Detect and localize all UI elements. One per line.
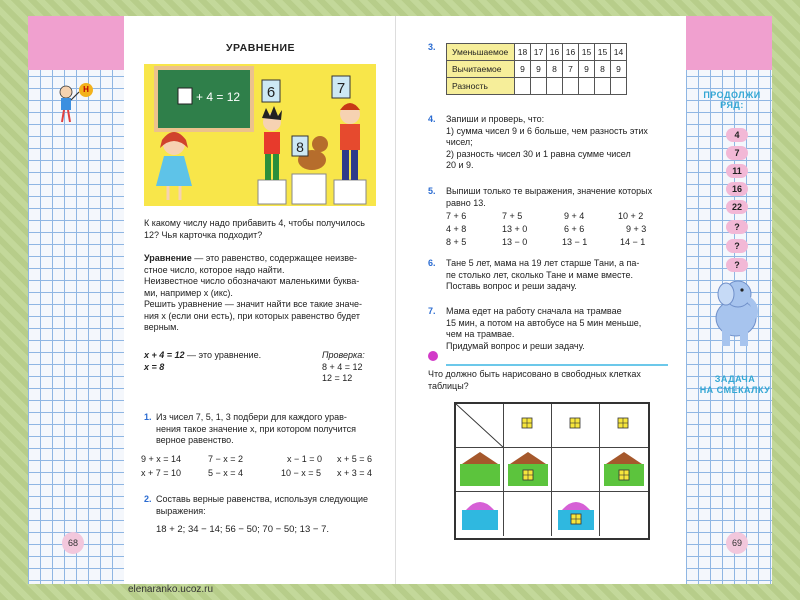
grid-cell-green-house-window [504, 448, 552, 492]
task-5: 5. Выпиши только те выражения, значение которых равно 13. [428, 186, 653, 208]
grid-cell-pink-house-window [552, 492, 600, 536]
grid-cell-empty [600, 492, 648, 536]
continue-series-title: ПРОДОЛЖИ РЯД: [703, 90, 761, 110]
puzzle-grid [454, 402, 650, 540]
page-number-right: 69 [726, 532, 748, 554]
corner-letter-badge: Н [79, 83, 93, 97]
page-divider [395, 16, 396, 584]
table-row: Разность [447, 78, 627, 95]
card-seven: 7 [336, 80, 346, 97]
example-check: Проверка: 8 + 4 = 12 12 = 12 [322, 350, 365, 383]
task-3-number: 3. [428, 42, 436, 52]
series-item: 4 [726, 128, 748, 142]
grid-cell-empty [552, 448, 600, 492]
card-eight: 8 [296, 139, 304, 155]
illustration [144, 64, 376, 206]
task-2: 2. Составь верные равенства, используя следующие выражения: [144, 494, 369, 516]
series-item: 22 [726, 200, 748, 214]
textbook-spread [28, 16, 772, 584]
puzzle-marker-dot [428, 351, 438, 361]
task-1: 1. Из чисел 7, 5, 1, 3 подбери для каждого урав- нения такое значение x, при котором получится верное равенство. [144, 412, 357, 445]
card-six: 6 [266, 84, 276, 101]
task-2-expressions: 18 + 2; 34 − 14; 56 − 50; 70 − 50; 13 − 7. [156, 524, 329, 535]
trick-task-title: ЗАДАЧА НА СМЕКАЛКУ [699, 374, 771, 395]
example-equation: x + 4 = 12 — это уравнение. x = 8 [144, 350, 262, 372]
left-pink-header [28, 16, 124, 70]
task-7: 7. Мама едет на работу сначала на трамвае 15 мин, а потом на автобусе на 5 мин меньше, чем на трамвае. Придумай вопрос и реши задачу. [428, 306, 642, 351]
grid-cell-window [504, 404, 552, 448]
grid-cell-green-house-window [600, 448, 648, 492]
grid-cell-window [552, 404, 600, 448]
intro-question: К какому числу надо прибавить 4, чтобы получилось 12? Чья карточка подходит? [144, 218, 365, 240]
footer-site: elenaranko.ucoz.ru [128, 584, 214, 595]
elephant-icon [702, 268, 766, 350]
subtraction-table [446, 43, 627, 95]
series-item: 16 [726, 182, 748, 196]
grid-cell-pink-house [456, 492, 504, 536]
board-equation: + 4 = 12 [196, 90, 241, 104]
page-number-left: 68 [62, 532, 84, 554]
page-title: УРАВНЕНИЕ [226, 42, 295, 54]
grid-cell-green-house [456, 448, 504, 492]
task-6: 6. Тане 5 лет, мама на 19 лет старше Тани, а па- пе столько лет, сколько Тане и маме вместе. Поставь вопрос и реши задачу. [428, 258, 640, 291]
grid-cell-window [600, 404, 648, 448]
task-4: 4. Запиши и проверь, что: 1) сумма чисел 9 и 6 больше, чем разность этих чисел; 2) разность чисел 30 и 1 равна сумме чисел 20 и 9. [428, 114, 648, 170]
right-pink-header [686, 16, 772, 70]
table-row: Уменьшаемое 18 17 16 16 15 15 14 [447, 44, 627, 61]
table-row: Вычитаемое 9 9 8 7 9 8 9 [447, 61, 627, 78]
grid-cell-corner [456, 404, 504, 448]
puzzle-question: Что должно быть нарисовано в свободных клетках таблицы? [428, 369, 641, 391]
series-item: 11 [726, 164, 748, 178]
puzzle-divider [446, 364, 668, 366]
series-item-unknown: ? [726, 220, 748, 234]
series-item-unknown: ? [726, 239, 748, 253]
definition-block: Уравнение — это равенство, содержащее неизве- стное число, которое надо найти. Неизвестное число обозначают маленькими буква- ми, например x (икс). Решить уравнение — значит найти все такие значе- ния x (если они есть), при которых равенство будет верным. [144, 253, 363, 332]
series-item: 7 [726, 146, 748, 160]
series-item-unknown: ? [726, 258, 748, 272]
grid-cell-empty [504, 492, 552, 536]
